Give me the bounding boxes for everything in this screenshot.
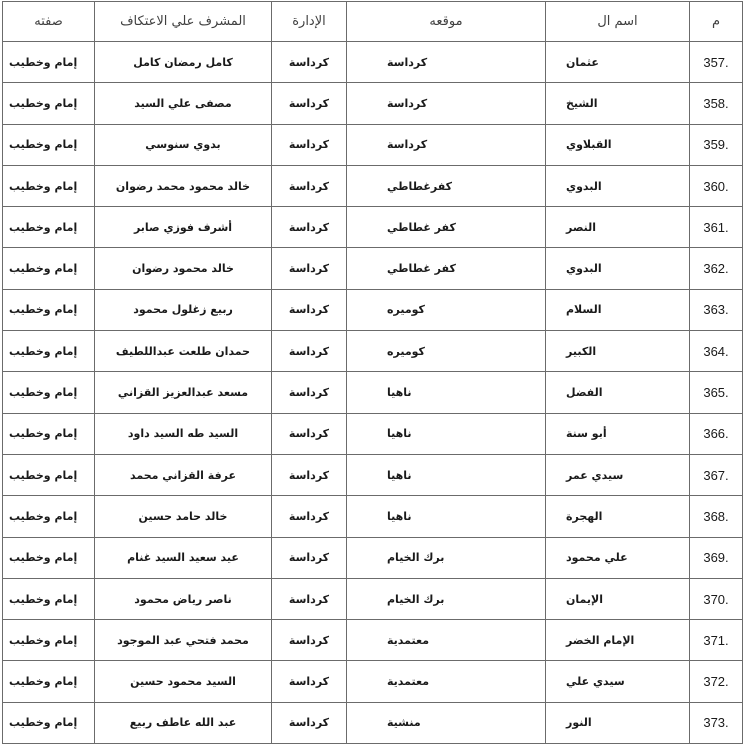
- cell-role: إمام وخطيب: [3, 620, 95, 661]
- cell-num: 371.: [690, 620, 743, 661]
- cell-role: إمام وخطيب: [3, 702, 95, 743]
- header-administration: الإدارة: [272, 2, 347, 42]
- cell-administration: كرداسة: [272, 537, 347, 578]
- cell-administration: كرداسة: [272, 289, 347, 330]
- cell-administration: كرداسة: [272, 661, 347, 702]
- table-row: [3, 372, 743, 413]
- cell-role: إمام وخطيب: [3, 372, 95, 413]
- cell-location: كفر غطاطي: [347, 207, 546, 248]
- header-mosque-name: اسم ال: [546, 2, 690, 42]
- cell-num: 359.: [690, 124, 743, 165]
- cell-mosque-name: البدوي: [546, 165, 690, 206]
- table-row: [3, 413, 743, 454]
- cell-supervisor: مسعد عبدالعزيز القزاني: [95, 372, 272, 413]
- cell-role: إمام وخطيب: [3, 42, 95, 83]
- cell-mosque-name: عثمان: [546, 42, 690, 83]
- cell-supervisor: أشرف فوزي صابر: [95, 207, 272, 248]
- table-body: [3, 42, 743, 744]
- cell-num: 361.: [690, 207, 743, 248]
- table-row: [3, 165, 743, 206]
- cell-administration: كرداسة: [272, 620, 347, 661]
- cell-supervisor: مصفى علي السيد: [95, 83, 272, 124]
- cell-location: معتمدية: [347, 620, 546, 661]
- cell-administration: كرداسة: [272, 702, 347, 743]
- cell-mosque-name: السلام: [546, 289, 690, 330]
- cell-supervisor: عبد الله عاطف ربيع: [95, 702, 272, 743]
- header-row: [3, 2, 743, 42]
- cell-location: كرداسة: [347, 124, 546, 165]
- cell-supervisor: بدوي سنوسي: [95, 124, 272, 165]
- cell-num: 370.: [690, 578, 743, 619]
- cell-mosque-name: سيدي عمر: [546, 454, 690, 495]
- cell-num: 360.: [690, 165, 743, 206]
- cell-administration: كرداسة: [272, 413, 347, 454]
- cell-location: ناهيا: [347, 454, 546, 495]
- cell-location: ناهيا: [347, 496, 546, 537]
- cell-location: برك الخيام: [347, 578, 546, 619]
- cell-supervisor: خالد حامد حسين: [95, 496, 272, 537]
- cell-administration: كرداسة: [272, 454, 347, 495]
- cell-role: إمام وخطيب: [3, 578, 95, 619]
- table-row: [3, 537, 743, 578]
- header-supervisor: المشرف علي الاعتكاف: [95, 2, 272, 42]
- cell-mosque-name: البدوي: [546, 248, 690, 289]
- cell-supervisor: عرفة القزاني محمد: [95, 454, 272, 495]
- cell-mosque-name: سيدي علي: [546, 661, 690, 702]
- table-row: [3, 454, 743, 495]
- cell-mosque-name: النور: [546, 702, 690, 743]
- cell-role: إمام وخطيب: [3, 331, 95, 372]
- cell-mosque-name: الإيمان: [546, 578, 690, 619]
- cell-mosque-name: الهجرة: [546, 496, 690, 537]
- table-row: [3, 578, 743, 619]
- cell-role: إمام وخطيب: [3, 124, 95, 165]
- table-row: [3, 702, 743, 743]
- cell-supervisor: السيد محمود حسين: [95, 661, 272, 702]
- cell-location: ناهيا: [347, 413, 546, 454]
- cell-supervisor: ناصر رياض محمود: [95, 578, 272, 619]
- cell-role: إمام وخطيب: [3, 537, 95, 578]
- cell-num: 368.: [690, 496, 743, 537]
- cell-role: إمام وخطيب: [3, 661, 95, 702]
- cell-role: إمام وخطيب: [3, 248, 95, 289]
- cell-supervisor: خالد محمود رضوان: [95, 248, 272, 289]
- cell-location: منشية: [347, 702, 546, 743]
- table-row: [3, 207, 743, 248]
- cell-role: إمام وخطيب: [3, 496, 95, 537]
- cell-supervisor: عيد سعيد السيد غنام: [95, 537, 272, 578]
- header-role: صفته: [3, 2, 95, 42]
- cell-location: كفرغطاطي: [347, 165, 546, 206]
- table-row: [3, 289, 743, 330]
- cell-role: إمام وخطيب: [3, 165, 95, 206]
- cell-mosque-name: الإمام الخضر: [546, 620, 690, 661]
- cell-num: 369.: [690, 537, 743, 578]
- cell-location: برك الخيام: [347, 537, 546, 578]
- table-row: [3, 661, 743, 702]
- cell-supervisor: خالد محمود محمد رضوان: [95, 165, 272, 206]
- cell-mosque-name: النصر: [546, 207, 690, 248]
- header-num: م: [690, 2, 743, 42]
- cell-location: كرداسة: [347, 83, 546, 124]
- cell-num: 373.: [690, 702, 743, 743]
- cell-num: 358.: [690, 83, 743, 124]
- cell-role: إمام وخطيب: [3, 207, 95, 248]
- cell-administration: كرداسة: [272, 372, 347, 413]
- cell-mosque-name: القبلاوي: [546, 124, 690, 165]
- cell-location: كوميره: [347, 331, 546, 372]
- cell-supervisor: حمدان طلعت عبداللطيف: [95, 331, 272, 372]
- cell-role: إمام وخطيب: [3, 413, 95, 454]
- table-row: [3, 496, 743, 537]
- cell-num: 357.: [690, 42, 743, 83]
- cell-mosque-name: الكبير: [546, 331, 690, 372]
- cell-location: كفر غطاطي: [347, 248, 546, 289]
- cell-supervisor: كامل رمضان كامل: [95, 42, 272, 83]
- table-row: [3, 83, 743, 124]
- cell-num: 364.: [690, 331, 743, 372]
- cell-num: 362.: [690, 248, 743, 289]
- cell-mosque-name: علي محمود: [546, 537, 690, 578]
- supervisors-table: [2, 1, 743, 744]
- cell-administration: كرداسة: [272, 83, 347, 124]
- cell-mosque-name: الشيخ: [546, 83, 690, 124]
- cell-administration: كرداسة: [272, 578, 347, 619]
- table-row: [3, 42, 743, 83]
- cell-num: 372.: [690, 661, 743, 702]
- cell-location: ناهيا: [347, 372, 546, 413]
- header-location: موقعه: [347, 2, 546, 42]
- cell-location: معتمدية: [347, 661, 546, 702]
- table-row: [3, 331, 743, 372]
- cell-num: 365.: [690, 372, 743, 413]
- cell-administration: كرداسة: [272, 42, 347, 83]
- table-row: [3, 124, 743, 165]
- cell-num: 367.: [690, 454, 743, 495]
- cell-administration: كرداسة: [272, 207, 347, 248]
- cell-mosque-name: الفضل: [546, 372, 690, 413]
- cell-administration: كرداسة: [272, 496, 347, 537]
- cell-num: 363.: [690, 289, 743, 330]
- table-header: [3, 2, 743, 42]
- cell-mosque-name: أبو سنة: [546, 413, 690, 454]
- cell-location: كرداسة: [347, 42, 546, 83]
- table-row: [3, 620, 743, 661]
- cell-role: إمام وخطيب: [3, 289, 95, 330]
- cell-administration: كرداسة: [272, 165, 347, 206]
- cell-supervisor: محمد فتحي عبد الموجود: [95, 620, 272, 661]
- cell-administration: كرداسة: [272, 124, 347, 165]
- cell-administration: كرداسة: [272, 331, 347, 372]
- cell-num: 366.: [690, 413, 743, 454]
- cell-location: كوميره: [347, 289, 546, 330]
- cell-role: إمام وخطيب: [3, 454, 95, 495]
- table-row: [3, 248, 743, 289]
- cell-administration: كرداسة: [272, 248, 347, 289]
- cell-supervisor: ربيع زغلول محمود: [95, 289, 272, 330]
- cell-role: إمام وخطيب: [3, 83, 95, 124]
- cell-supervisor: السيد طه السيد داود: [95, 413, 272, 454]
